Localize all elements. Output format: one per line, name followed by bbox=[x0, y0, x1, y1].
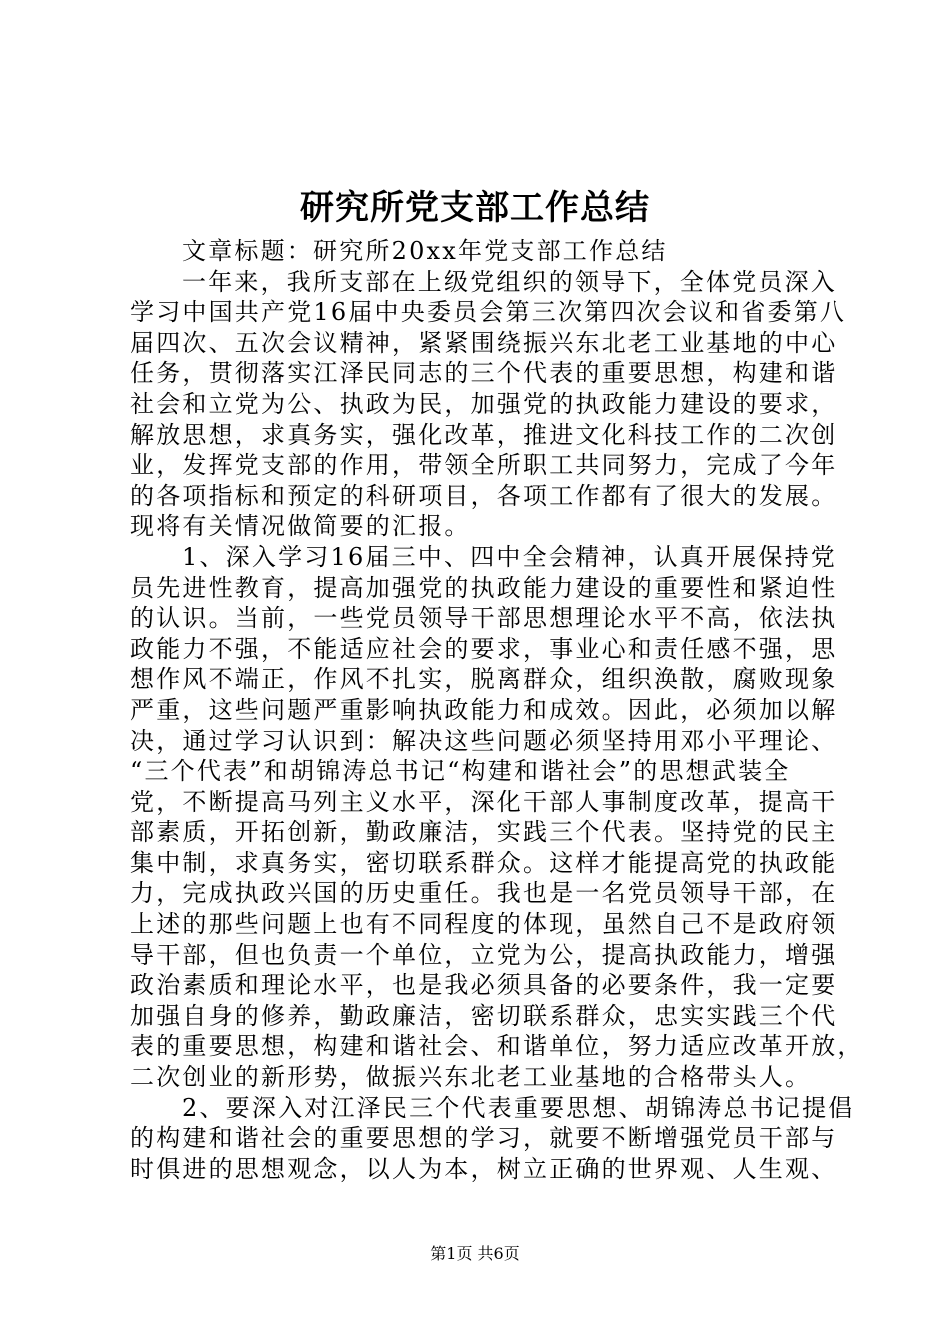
body-line: 2、要深入对江泽民三个代表重要思想、胡锦涛总书记提倡 bbox=[182, 1093, 855, 1122]
body-line: 学习中国共产党16届中央委员会第三次第四次会议和省委第八 bbox=[130, 298, 847, 327]
body-line: 政能力不强，不能适应社会的要求，事业心和责任感不强，思 bbox=[130, 634, 838, 663]
document-title: 研究所党支部工作总结 bbox=[300, 188, 650, 228]
body-line: 部素质，开拓创新，勤政廉洁，实践三个代表。坚持党的民主 bbox=[130, 818, 838, 847]
body-line: 届四次、五次会议精神，紧紧围绕振兴东北老工业基地的中心 bbox=[130, 328, 838, 357]
document-body bbox=[130, 236, 864, 1184]
body-line: 上述的那些问题上也有不同程度的体现，虽然自己不是政府领 bbox=[130, 910, 838, 939]
body-line: 任务，贯彻落实江泽民同志的三个代表的重要思想，构建和谐 bbox=[130, 359, 838, 388]
body-line: 时俱进的思想观念，以人为本，树立正确的世界观、人生观、 bbox=[130, 1154, 838, 1183]
body-line: 表的重要思想，构建和谐社会、和谐单位，努力适应改革开放， bbox=[130, 1032, 864, 1061]
body-line: 解放思想，求真务实，强化改革，推进文化科技工作的二次创 bbox=[130, 420, 838, 449]
body-line: 员先进性教育，提高加强党的执政能力建设的重要性和紧迫性 bbox=[130, 573, 838, 602]
body-line: 社会和立党为公、执政为民，加强党的执政能力建设的要求， bbox=[130, 389, 838, 418]
body-line: 决，通过学习认识到：解决这些问题必须坚持用邓小平理论、 bbox=[130, 726, 838, 755]
body-line: 的各项指标和预定的科研项目，各项工作都有了很大的发展。 bbox=[130, 481, 838, 510]
body-line: 业，发挥党支部的作用，带领全所职工共同努力，完成了今年 bbox=[130, 451, 838, 480]
body-line: 想作风不端正，作风不扎实，脱离群众，组织涣散，腐败现象 bbox=[130, 665, 838, 694]
body-line: 现将有关情况做简要的汇报。 bbox=[130, 512, 471, 541]
body-line: “三个代表”和胡锦涛总书记“构建和谐社会”的思想武装全 bbox=[130, 757, 791, 786]
body-line: 党，不断提高马列主义水平，深化干部人事制度改革，提高干 bbox=[130, 787, 838, 816]
page-footer: 第1页 共6页 bbox=[430, 1244, 520, 1263]
body-line: 的构建和谐社会的重要思想的学习，就要不断增强党员干部与 bbox=[130, 1124, 838, 1153]
body-line: 二次创业的新形势，做振兴东北老工业基地的合格带头人。 bbox=[130, 1063, 812, 1092]
body-line: 力，完成执政兴国的历史重任。我也是一名党员领导干部，在 bbox=[130, 879, 838, 908]
body-line: 严重，这些问题严重影响执政能力和成效。因此，必须加以解 bbox=[130, 695, 838, 724]
body-line: 的认识。当前，一些党员领导干部思想理论水平不高，依法执 bbox=[130, 604, 838, 633]
body-line: 文章标题：研究所20xx年党支部工作总结 bbox=[182, 237, 668, 265]
body-line: 1、深入学习16届三中、四中全会精神，认真开展保持党 bbox=[182, 542, 838, 571]
body-line: 政治素质和理论水平，也是我必须具备的必要条件，我一定要 bbox=[130, 971, 838, 1000]
body-line: 加强自身的修养，勤政廉洁，密切联系群众，忠实实践三个代 bbox=[130, 1001, 838, 1030]
body-line: 导干部，但也负责一个单位，立党为公，提高执政能力，增强 bbox=[130, 940, 838, 969]
body-line: 一年来，我所支部在上级党组织的领导下，全体党员深入 bbox=[182, 267, 837, 296]
body-line: 集中制，求真务实，密切联系群众。这样才能提高党的执政能 bbox=[130, 848, 838, 877]
